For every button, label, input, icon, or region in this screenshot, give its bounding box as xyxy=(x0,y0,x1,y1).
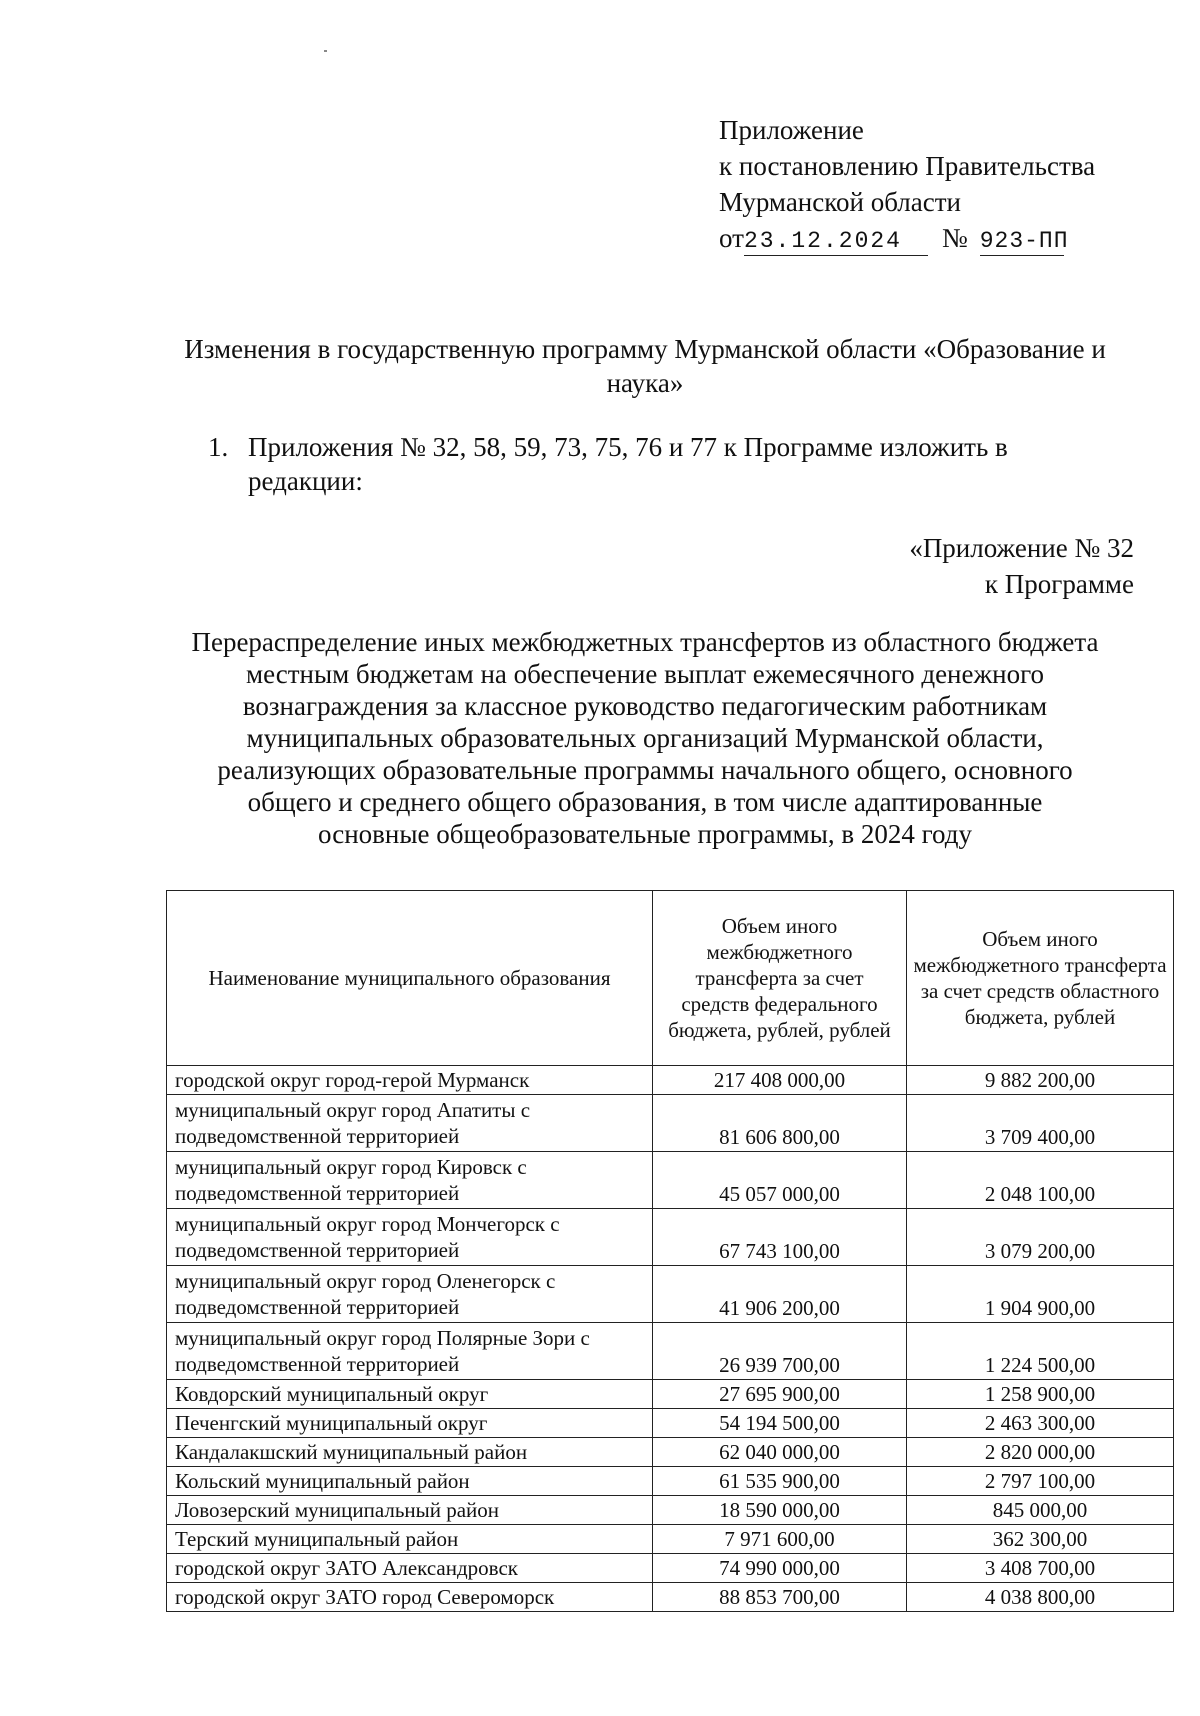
municipality-name: муниципальный округ город Полярные Зори с подведомственной территорией xyxy=(167,1323,653,1380)
regional-amount-value: 2 463 300,00 xyxy=(984,1411,1096,1435)
regional-amount xyxy=(907,1209,1174,1266)
federal-amount-value: 45 057 000,00 xyxy=(719,1182,840,1206)
regional-amount-value: 3 408 700,00 xyxy=(984,1556,1096,1580)
municipality-name: Ловозерский муниципальный район xyxy=(167,1496,653,1525)
table-title-line: Перераспределение иных межбюджетных трансфертов из областного бюджета xyxy=(191,627,1099,657)
regional-amount-value: 2 797 100,00 xyxy=(984,1469,1096,1493)
list-item-text: Приложения № 32, 58, 59, 73, 75, 76 и 77 к Программе изложить в редакции: xyxy=(248,432,1008,496)
regional-amount xyxy=(907,1467,1174,1496)
regional-amount xyxy=(907,1380,1174,1409)
federal-amount-value: 81 606 800,00 xyxy=(719,1125,840,1149)
appendix-line-1: Приложение xyxy=(719,115,864,145)
appendix-line-2: к постановлению Правительства xyxy=(719,151,1096,181)
federal-amount xyxy=(653,1323,907,1380)
table-header-row xyxy=(167,891,1174,1066)
table-row xyxy=(167,1438,1174,1467)
regional-amount xyxy=(907,1095,1174,1152)
federal-amount-value: 18 590 000,00 xyxy=(719,1498,840,1522)
municipality-name: Кандалакшский муниципальный район xyxy=(167,1438,653,1467)
municipality-name: муниципальный округ город Оленегорск с подведомственной территорией xyxy=(167,1266,653,1323)
federal-amount xyxy=(653,1380,907,1409)
federal-amount-value: 62 040 000,00 xyxy=(719,1440,840,1464)
municipality-name: городской округ город-герой Мурманск xyxy=(167,1066,653,1095)
federal-amount-value: 74 990 000,00 xyxy=(719,1556,840,1580)
table-title-line: местным бюджетам на обеспечение выплат ежемесячного денежного xyxy=(245,659,1045,689)
from-label: от xyxy=(719,223,744,253)
federal-amount xyxy=(653,1095,907,1152)
regional-amount-value: 2 820 000,00 xyxy=(984,1440,1096,1464)
municipality-name: муниципальный округ город Мончегорск с подведомственной территорией xyxy=(167,1209,653,1266)
scan-speck xyxy=(324,50,327,52)
federal-amount-value: 26 939 700,00 xyxy=(719,1353,840,1377)
changes-title: Изменения в государственную программу Мурманской области «Образование и наука» xyxy=(184,334,1106,398)
table-row xyxy=(167,1409,1174,1438)
federal-amount-value: 54 194 500,00 xyxy=(719,1411,840,1435)
federal-amount-value: 27 695 900,00 xyxy=(719,1382,840,1406)
federal-amount-value: 41 906 200,00 xyxy=(719,1296,840,1320)
appendix-line-3: Мурманской области xyxy=(719,187,961,217)
table-row xyxy=(167,1095,1174,1152)
federal-amount xyxy=(653,1152,907,1209)
regional-amount-value: 1 904 900,00 xyxy=(984,1296,1096,1320)
table-row xyxy=(167,1380,1174,1409)
federal-amount xyxy=(653,1583,907,1612)
federal-amount xyxy=(653,1525,907,1554)
table-row xyxy=(167,1554,1174,1583)
regional-amount xyxy=(907,1323,1174,1380)
table-title-line: муниципальных образовательных организаций Мурманской области, xyxy=(246,723,1044,753)
federal-amount xyxy=(653,1467,907,1496)
federal-amount xyxy=(653,1409,907,1438)
table-row xyxy=(167,1525,1174,1554)
regional-amount-value: 9 882 200,00 xyxy=(984,1068,1096,1092)
header-municipality: Наименование муниципального образования xyxy=(167,891,653,1066)
federal-amount-value: 88 853 700,00 xyxy=(719,1585,840,1609)
municipality-name: Терский муниципальный район xyxy=(167,1525,653,1554)
table-row xyxy=(167,1323,1174,1380)
program-appendix-line-2: к Программе xyxy=(984,569,1134,599)
table-row xyxy=(167,1467,1174,1496)
federal-amount xyxy=(653,1554,907,1583)
header-federal-volume: Объем иного межбюджетного трансферта за счет средств федерального бюджета, рублей, рублей xyxy=(653,891,907,1066)
municipality-name: Кольский муниципальный район xyxy=(167,1467,653,1496)
federal-amount-value: 217 408 000,00 xyxy=(713,1068,846,1092)
municipality-name: городской округ ЗАТО город Североморск xyxy=(167,1583,653,1612)
regional-amount xyxy=(907,1438,1174,1467)
regional-amount xyxy=(907,1496,1174,1525)
date-number-line xyxy=(719,220,1095,256)
municipality-name: Ковдорский муниципальный округ xyxy=(167,1380,653,1409)
table-row xyxy=(167,1066,1174,1095)
regional-amount xyxy=(907,1266,1174,1323)
federal-amount xyxy=(653,1496,907,1525)
program-appendix-line-1: «Приложение № 32 xyxy=(909,533,1134,563)
number-label: № xyxy=(941,223,968,253)
federal-amount xyxy=(653,1209,907,1266)
regional-amount-value: 2 048 100,00 xyxy=(984,1182,1096,1206)
table-title-line: основные общеобразовательные программы, в 2024 году xyxy=(318,819,972,849)
federal-amount-value: 7 971 600,00 xyxy=(724,1527,835,1551)
federal-amount xyxy=(653,1438,907,1467)
federal-amount xyxy=(653,1066,907,1095)
table-title xyxy=(150,626,1140,850)
list-item-number: 1. xyxy=(208,432,229,462)
federal-amount xyxy=(653,1266,907,1323)
list-item xyxy=(208,430,1098,498)
regional-amount-value: 845 000,00 xyxy=(992,1498,1088,1522)
transfers-table xyxy=(166,890,1174,1612)
federal-amount-value: 67 743 100,00 xyxy=(719,1239,840,1263)
regional-amount xyxy=(907,1583,1174,1612)
header-regional-volume: Объем иного межбюджетного трансферта за счет средств областного бюджета, рублей xyxy=(907,891,1174,1066)
regional-amount-value: 3 079 200,00 xyxy=(984,1239,1096,1263)
municipality-name: муниципальный округ город Апатиты с подведомственной территорией xyxy=(167,1095,653,1152)
table-row xyxy=(167,1583,1174,1612)
regional-amount xyxy=(907,1152,1174,1209)
resolution-number: 923-ПП xyxy=(979,228,1069,254)
table-title-line: общего и среднего общего образования, в том числе адаптированные xyxy=(247,787,1043,817)
table-title-line: реализующих образовательные программы начального общего, основного xyxy=(217,755,1073,785)
regional-amount-value: 3 709 400,00 xyxy=(984,1125,1096,1149)
regional-amount xyxy=(907,1409,1174,1438)
regional-amount-value: 362 300,00 xyxy=(992,1527,1088,1551)
regional-amount-value: 1 258 900,00 xyxy=(984,1382,1096,1406)
regional-amount xyxy=(907,1066,1174,1095)
resolution-appendix-header xyxy=(719,112,1095,256)
regional-amount xyxy=(907,1525,1174,1554)
regional-amount-value: 4 038 800,00 xyxy=(984,1585,1096,1609)
table-row xyxy=(167,1496,1174,1525)
regional-amount-value: 1 224 500,00 xyxy=(984,1353,1096,1377)
table-title-line: вознаграждения за классное руководство педагогическим работникам xyxy=(242,691,1048,721)
resolution-date: 23.12.2024 xyxy=(744,227,928,256)
program-appendix-header xyxy=(700,530,1134,602)
municipality-name: Печенгский муниципальный округ xyxy=(167,1409,653,1438)
table-row xyxy=(167,1209,1174,1266)
table-row xyxy=(167,1152,1174,1209)
municipality-name: городской округ ЗАТО Александровск xyxy=(167,1554,653,1583)
federal-amount-value: 61 535 900,00 xyxy=(719,1469,840,1493)
table-row xyxy=(167,1266,1174,1323)
regional-amount xyxy=(907,1554,1174,1583)
municipality-name: муниципальный округ город Кировск с подведомственной территорией xyxy=(167,1152,653,1209)
